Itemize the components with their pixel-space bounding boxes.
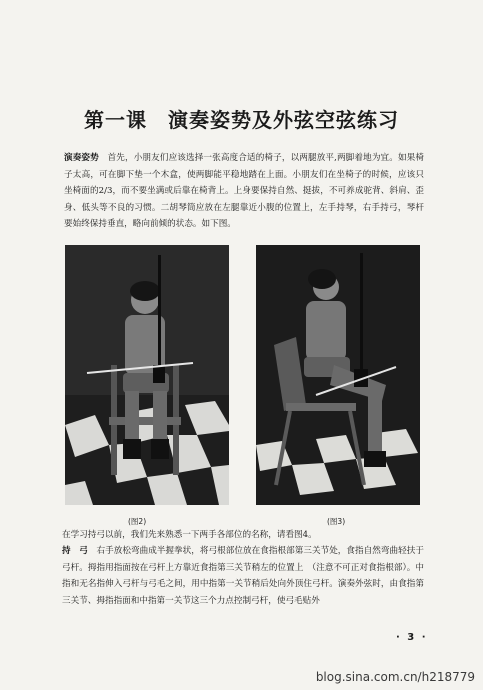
photo-front-image [65, 245, 229, 505]
lesson-title: 第一课 演奏姿势及外弦空弦练习 [84, 108, 399, 132]
figure-2-caption: (图2) [128, 517, 147, 526]
bow-lead: 持 弓 [62, 546, 88, 556]
posture-paragraph [64, 150, 424, 233]
photo-side-posture [256, 245, 420, 505]
posture-text: 首先，小朋友们应该选择一张高度合适的椅子，以两腿放平,两脚着地为宜。如果椅子太高，可在脚下垫一个木盒，使两脚能平稳地踏在上面。小朋友们在坐椅子的时候，应该只坐椅面的2/3，而不要坐满或后靠在椅背上。上身要保持自然、挺拔，不可养成驼背、斜肩、歪身、低头等不良的习惯。二胡琴筒应放在左腿靠近小腹的位置上，左手持琴，右手持弓，琴杆要始终保持垂直，略向前倾的状态。如下图。 [64, 153, 424, 229]
bow-text: 右手放松弯曲成半握拳状，将弓根部位放在食指根部第三关节处，食指自然弯曲轻扶于弓杆。拇指用指面按在弓杆上方靠近食指第三关节稍左的位置上 （注意不可正对食指根部）。中指和无名指伸入弓杆与弓毛之间，用中指第一关节稍后处向外顶住弓杆。演奏外弦时，由食指第三关节、拇指指面和中指第一关节这三个力点控制弓杆，使弓毛贴外 [62, 546, 424, 606]
bow-holding-paragraph [62, 543, 424, 609]
bow-intro-paragraph: 在学习持弓以前，我们先来熟悉一下两手各部位的名称，请看图4。 [62, 530, 317, 540]
posture-lead: 演奏姿势 [64, 153, 99, 163]
photo-front-posture [65, 245, 229, 505]
photo-side-image [256, 245, 420, 505]
watermark: blog.sina.com.cn/h218779 [315, 670, 475, 684]
page-number: · 3 · [396, 632, 428, 643]
figure-3-caption: (图3) [327, 517, 346, 526]
